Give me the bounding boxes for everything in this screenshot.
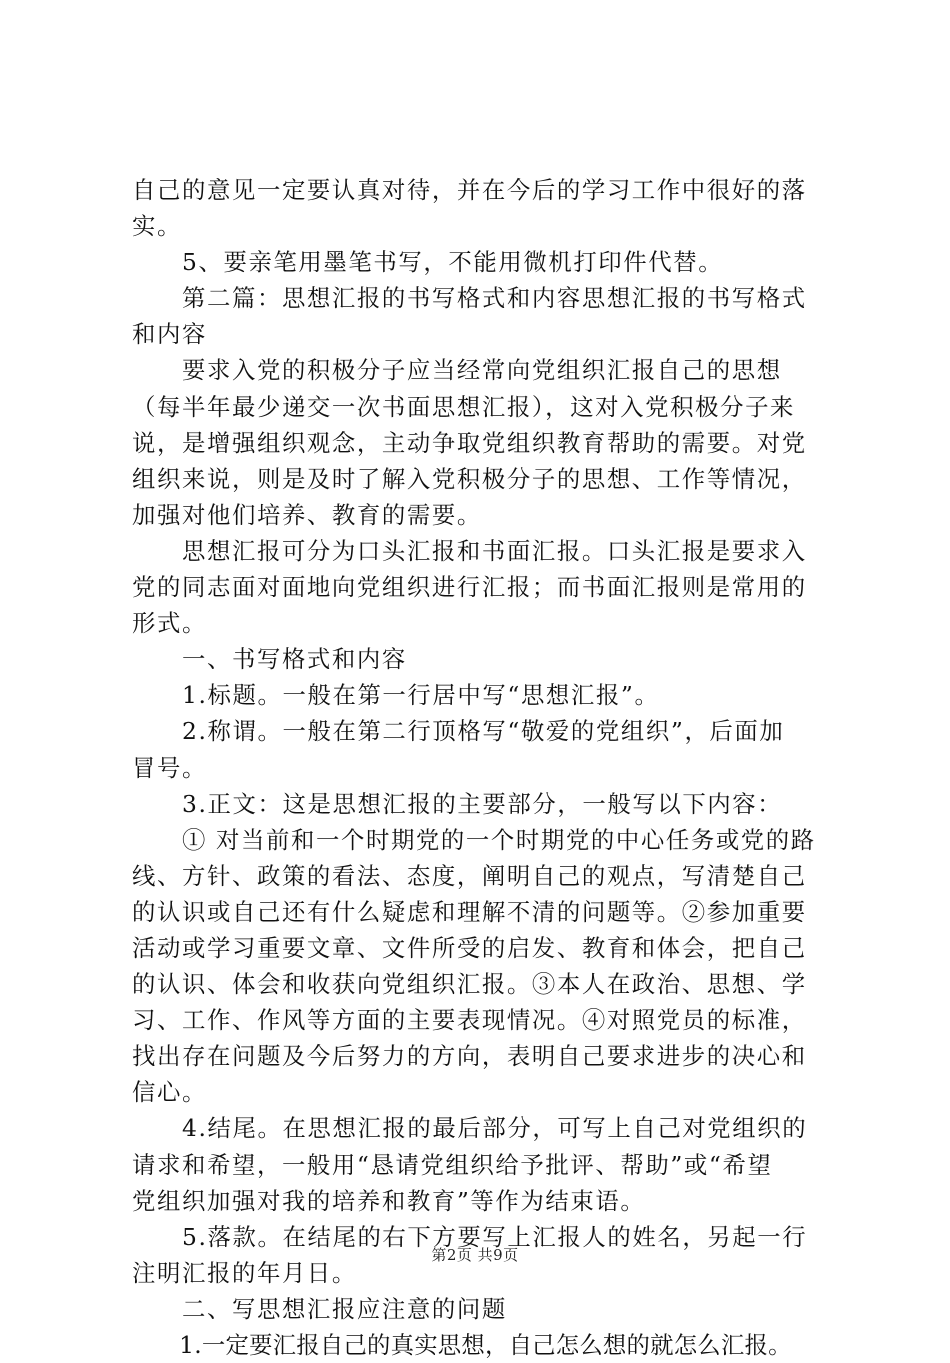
text-line: 二、写思想汇报应注意的问题	[132, 1294, 507, 1323]
text-line: 形式。	[132, 609, 207, 638]
text-line: 的认识、体会和收获向党组织汇报。③本人在政治、思想、学	[132, 970, 807, 999]
text-line: 1.一定要汇报自己的真实思想，自己怎么想的就怎么汇报。	[132, 1331, 792, 1359]
text-line: 1.标题。一般在第一行居中写“思想汇报”。	[132, 681, 660, 710]
text-line: 线、方针、政策的看法、态度，阐明自己的观点，写清楚自己	[132, 861, 807, 890]
text-line: 要求入党的积极分子应当经常向党组织汇报自己的思想	[132, 356, 782, 385]
text-line: 5、要亲笔用墨笔书写，不能用微机打印件代替。	[132, 248, 724, 277]
text-line: 习、工作、作风等方面的主要表现情况。④对照党员的标准，	[132, 1006, 807, 1035]
text-line: 活动或学习重要文章、文件所受的启发、教育和体会，把自己	[132, 933, 807, 962]
text-line: 一、书写格式和内容	[132, 645, 407, 674]
text-line: 第二篇：思想汇报的书写格式和内容思想汇报的书写格式	[132, 284, 807, 313]
text-line: 党组织加强对我的培养和教育”等作为结束语。	[132, 1186, 646, 1215]
text-line: 思想汇报可分为口头汇报和书面汇报。口头汇报是要求入	[132, 536, 807, 565]
text-line: （每半年最少递交一次书面思想汇报），这对入党积极分子来	[132, 392, 796, 421]
text-line: 和内容	[132, 320, 207, 349]
text-line: 注明汇报的年月日。	[132, 1258, 357, 1287]
text-line: 加强对他们培养、教育的需要。	[132, 500, 482, 529]
text-line: 组织来说，则是及时了解入党积极分子的思想、工作等情况，	[132, 464, 807, 493]
document-body	[132, 172, 842, 1363]
text-line: 信心。	[132, 1078, 207, 1107]
text-line: 的认识或自己还有什么疑虑和理解不清的问题等。②参加重要	[132, 897, 807, 926]
text-line: 2.称谓。一般在第二行顶格写“敬爱的党组织”，后面加	[132, 717, 785, 746]
text-line: 实。	[132, 212, 182, 241]
text-line: 自己的意见一定要认真对待，并在今后的学习工作中很好的落	[132, 176, 807, 204]
text-line: 请求和希望，一般用“恳请党组织给予批评、帮助”或“希望	[132, 1150, 773, 1179]
text-line: 说，是增强组织观念，主动争取党组织教育帮助的需要。对党	[132, 428, 807, 457]
text-line: 冒号。	[132, 753, 207, 782]
page-footer: 第2页 共9页	[431, 1246, 519, 1264]
text-line: ① 对当前和一个时期党的一个时期党的中心任务或党的路	[132, 825, 816, 854]
text-line: 党的同志面对面地向党组织进行汇报；而书面汇报则是常用的	[132, 573, 807, 602]
text-line: 4.结尾。在思想汇报的最后部分，可写上自己对党组织的	[132, 1114, 808, 1143]
text-line: 找出存在问题及今后努力的方向，表明自己要求进步的决心和	[132, 1042, 807, 1071]
text-line: 3.正文：这是思想汇报的主要部分，一般写以下内容：	[132, 789, 783, 818]
text-line: 5.落款。在结尾的右下方要写上汇报人的姓名，另起一行	[132, 1222, 808, 1251]
